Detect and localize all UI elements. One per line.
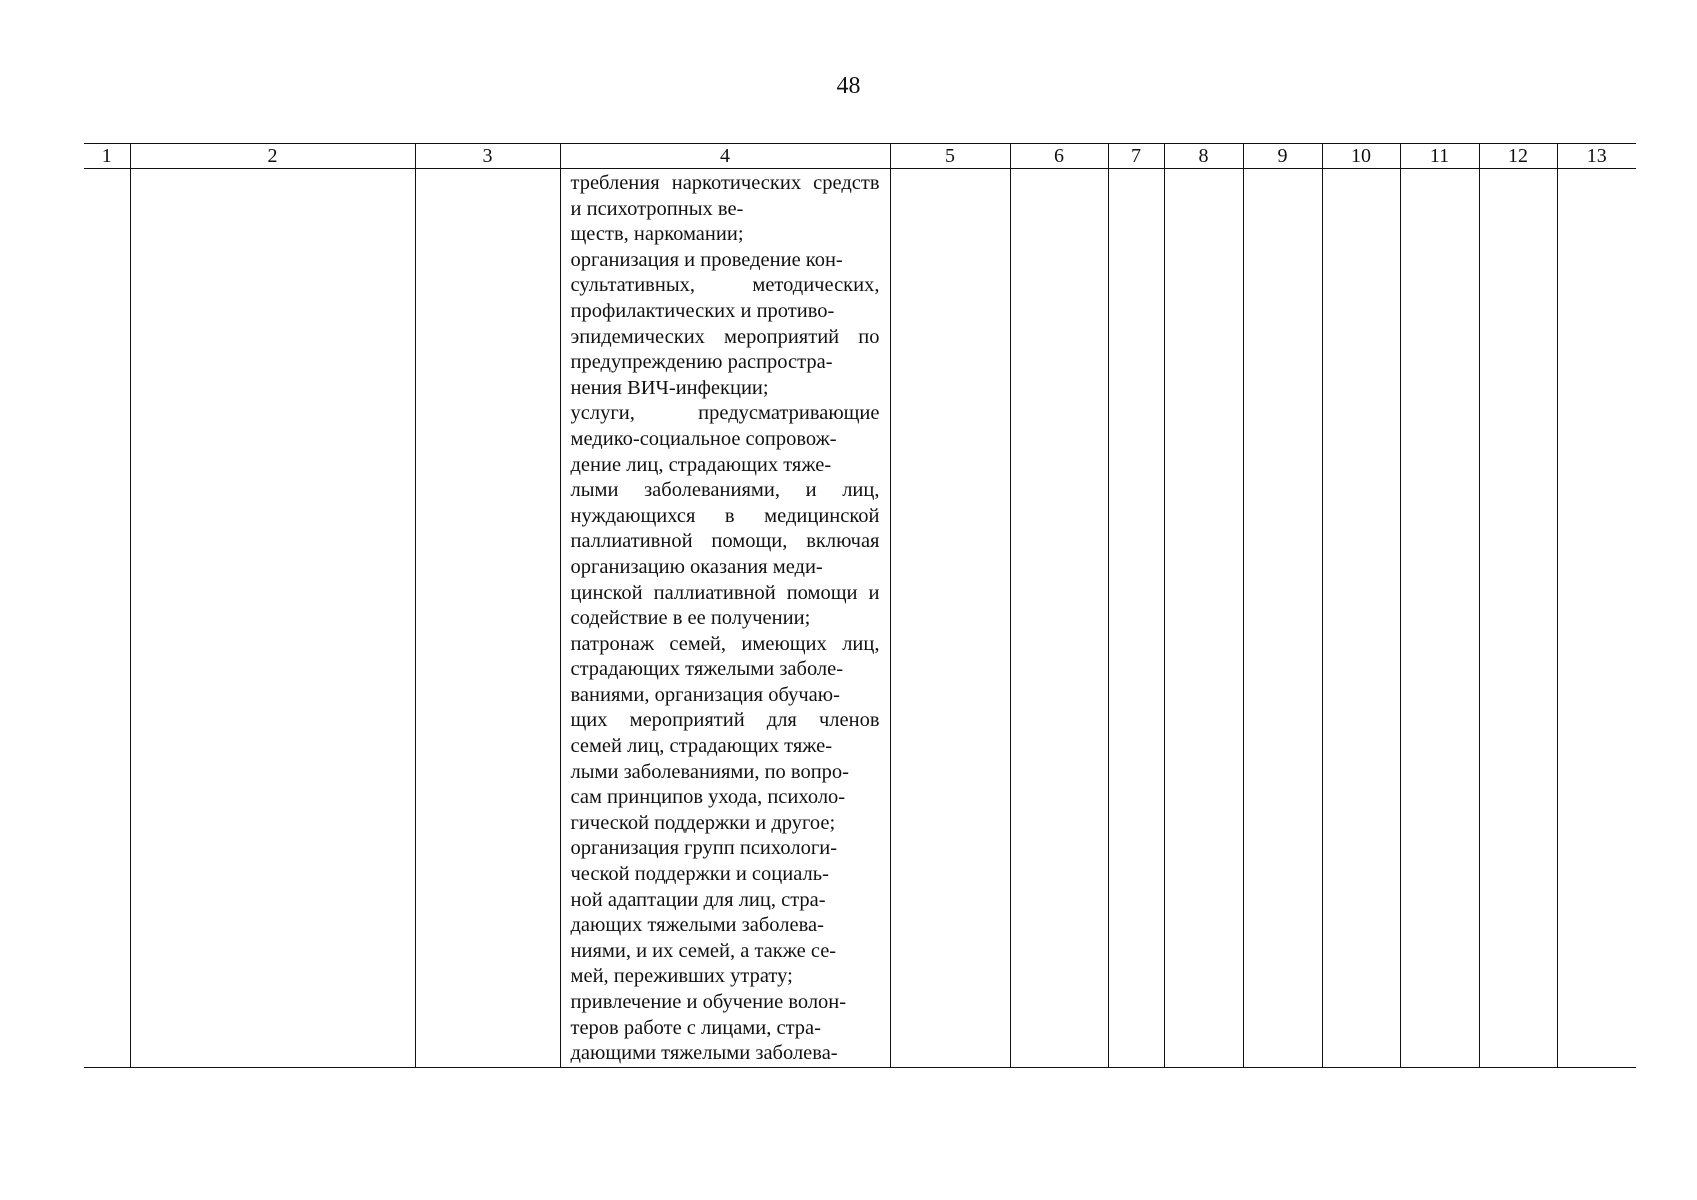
- column-header-2: 2: [130, 144, 415, 169]
- column-header-1: 1: [84, 144, 130, 169]
- column-header-7: 7: [1108, 144, 1164, 169]
- column-header-11: 11: [1400, 144, 1479, 169]
- cell-col-4: [560, 169, 890, 1068]
- column-header-10: 10: [1322, 144, 1400, 169]
- cell-col-5: [890, 169, 1010, 1068]
- cell-col-11: [1400, 169, 1479, 1068]
- cell-col-13: [1557, 169, 1636, 1068]
- table-row: [84, 169, 1636, 1068]
- cell-col-10: [1322, 169, 1400, 1068]
- data-table: [84, 143, 1636, 1068]
- cell-col-1: [84, 169, 130, 1068]
- cell-col-12: [1479, 169, 1557, 1068]
- cell-col-8: [1164, 169, 1243, 1068]
- cell-col-2: [130, 169, 415, 1068]
- column-header-13: 13: [1557, 144, 1636, 169]
- column-header-6: 6: [1010, 144, 1108, 169]
- cell-col-6: [1010, 169, 1108, 1068]
- column-header-3: 3: [415, 144, 560, 169]
- page-number: 48: [836, 73, 861, 99]
- cell-col-7: [1108, 169, 1164, 1068]
- column-header-8: 8: [1164, 144, 1243, 169]
- cell-col-9: [1243, 169, 1322, 1068]
- column-header-5: 5: [890, 144, 1010, 169]
- service-description-text: требления наркотических средств и психотропных ве- ществ, наркомании; организация и проведение кон- сультативных, методических, профилактических и противо- эпидемических мероприятий по предупреждению распростра- нения ВИЧ-инфекции; услуги, предусматривающие медико-социальное сопровож- дение лиц, страдающих тяже- лыми заболеваниями, и лиц, нуждающихся в медицинской паллиативной помощи, включая организацию оказания меди- цинской паллиативной помощи и содействие в ее получении; патронаж семей, имеющих лиц, страдающих тяжелыми заболе- ваниями, организация обучаю- щих мероприятий для членов семей лиц, страдающих тяже- лыми заболеваниями, по вопро- сам принципов ухода, психоло- гической поддержки и другое; организация групп психологи- ческой поддержки и социаль- ной адаптации для лиц, стра- дающих тяжелыми заболева- ниями, и их семей, а также се- мей, переживших утрату; привлечение и обучение волон- теров работе с лицами, стра- дающими тяжелыми заболева-: [570, 172, 880, 1065]
- table-header-row: [84, 144, 1636, 169]
- column-header-9: 9: [1243, 144, 1322, 169]
- column-header-12: 12: [1479, 144, 1557, 169]
- cell-col-3: [415, 169, 560, 1068]
- column-header-4: 4: [560, 144, 890, 169]
